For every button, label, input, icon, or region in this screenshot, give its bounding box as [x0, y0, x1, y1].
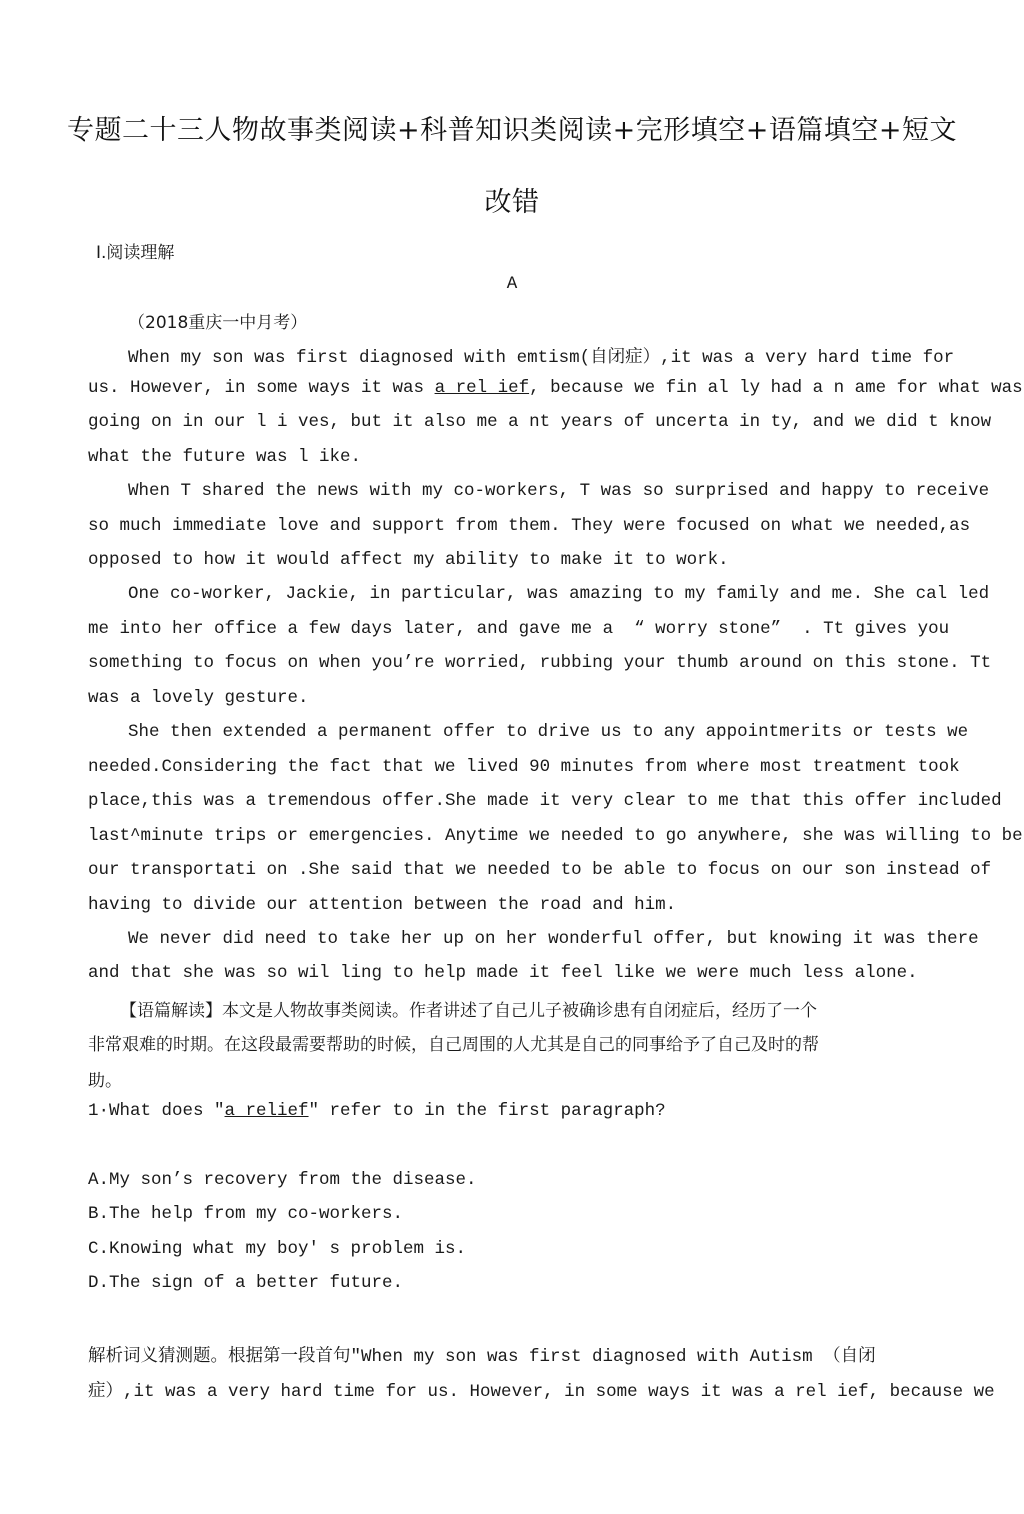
question-1-text-rest: " refer to in the first paragraph?	[308, 1101, 666, 1121]
option-b: B.The help from my co-workers.	[88, 1204, 404, 1224]
paragraph-3-line-1: One co-worker, Jackie, in particular, was amazing to my family and me. She cal led	[128, 584, 990, 604]
paragraph-3-line-2: me into her office a few days later, and gave me a “ worry stone” . Tt gives you	[88, 619, 950, 639]
document-title-line-2: 改错	[484, 187, 540, 218]
passage-analysis-line-2: 非常艰难的时期。在这段最需要帮助的时候，自己周围的人尤其是自己的同事给予了自己及时的帮	[88, 1035, 819, 1055]
passage-letter: A	[506, 274, 518, 294]
paragraph-4-line-2: needed.Considering the fact that we lived 90 minutes from where most treatment took	[88, 757, 960, 777]
option-a: A.My son’s recovery from the disease.	[88, 1170, 477, 1190]
passage-source: （2018重庆一中月考）	[128, 313, 308, 333]
passage-analysis-line-3: 助。	[88, 1071, 122, 1091]
section-heading: Ⅰ.阅读理解	[96, 243, 175, 263]
paragraph-4-line-3: place,this was a tremendous offer.She made it very clear to me that this offer included	[88, 791, 1002, 811]
paragraph-4-line-4: last^minute trips or emergencies. Anytime we needed to go anywhere, she was willing to be	[88, 826, 1023, 846]
question-1-underlined-phrase: a relief	[224, 1101, 309, 1121]
paragraph-1-line-2-rest: , because we fin al ly had a n ame for what was	[529, 378, 1023, 398]
explanation-line-1: 解析词义猜测题。根据第一段首句"When my son was first diagnosed with Autism （自闭	[88, 1347, 876, 1367]
paragraph-4-line-5: our transportati on .She said that we needed to be able to focus on our son instead of	[88, 860, 992, 880]
paragraph-1-line-3: going on in our l i ves, but it also me a nt years of uncerta in ty, and we did t know	[88, 412, 992, 432]
underlined-phrase: a rel ief	[434, 378, 530, 398]
paragraph-3-line-4: was a lovely gesture.	[88, 688, 309, 708]
explanation-line-2: 症）,it was a very hard time for us. However, in some ways it was a rel ief, because we	[88, 1382, 995, 1402]
question-1	[88, 1101, 666, 1121]
passage-analysis-line-1: 【语篇解读】本文是人物故事类阅读。作者讲述了自己儿子被确诊患有自闭症后，经历了一个	[120, 1001, 817, 1021]
paragraph-1-line-1: When my son was first diagnosed with emtism(自闭症）,it was a very hard time for	[128, 348, 955, 368]
option-d: D.The sign of a better future.	[88, 1273, 404, 1293]
paragraph-2-line-3: opposed to how it would affect my ability to make it to work.	[88, 550, 729, 570]
document-title-line-1: 专题二十三人物故事类阅读+科普知识类阅读+完形填空+语篇填空+短文	[67, 115, 957, 146]
paragraph-1-line-4: what the future was l ike.	[88, 447, 362, 467]
paragraph-4-line-6: having to divide our attention between the road and him.	[88, 895, 677, 915]
paragraph-1-line-2	[88, 378, 1023, 398]
paragraph-4-line-1: She then extended a permanent offer to drive us to any appointmerits or tests we	[128, 722, 969, 742]
paragraph-5-line-1: We never did need to take her up on her wonderful offer, but knowing it was there	[128, 929, 979, 949]
paragraph-1-line-2-text: us. However, in some ways it was	[88, 378, 435, 398]
option-c: C.Knowing what my boy' s problem is.	[88, 1239, 467, 1259]
paragraph-2-line-1: When T shared the news with my co-workers, T was so surprised and happy to receive	[128, 481, 990, 501]
paragraph-5-line-2: and that she was so wil ling to help made it feel like we were much less alone.	[88, 963, 918, 983]
paragraph-2-line-2: so much immediate love and support from them. They were focused on what we needed,as	[88, 516, 971, 536]
question-1-text: 1·What does "	[88, 1101, 225, 1121]
paragraph-3-line-3: something to focus on when you’re worried, rubbing your thumb around on this stone. Tt	[88, 653, 992, 673]
